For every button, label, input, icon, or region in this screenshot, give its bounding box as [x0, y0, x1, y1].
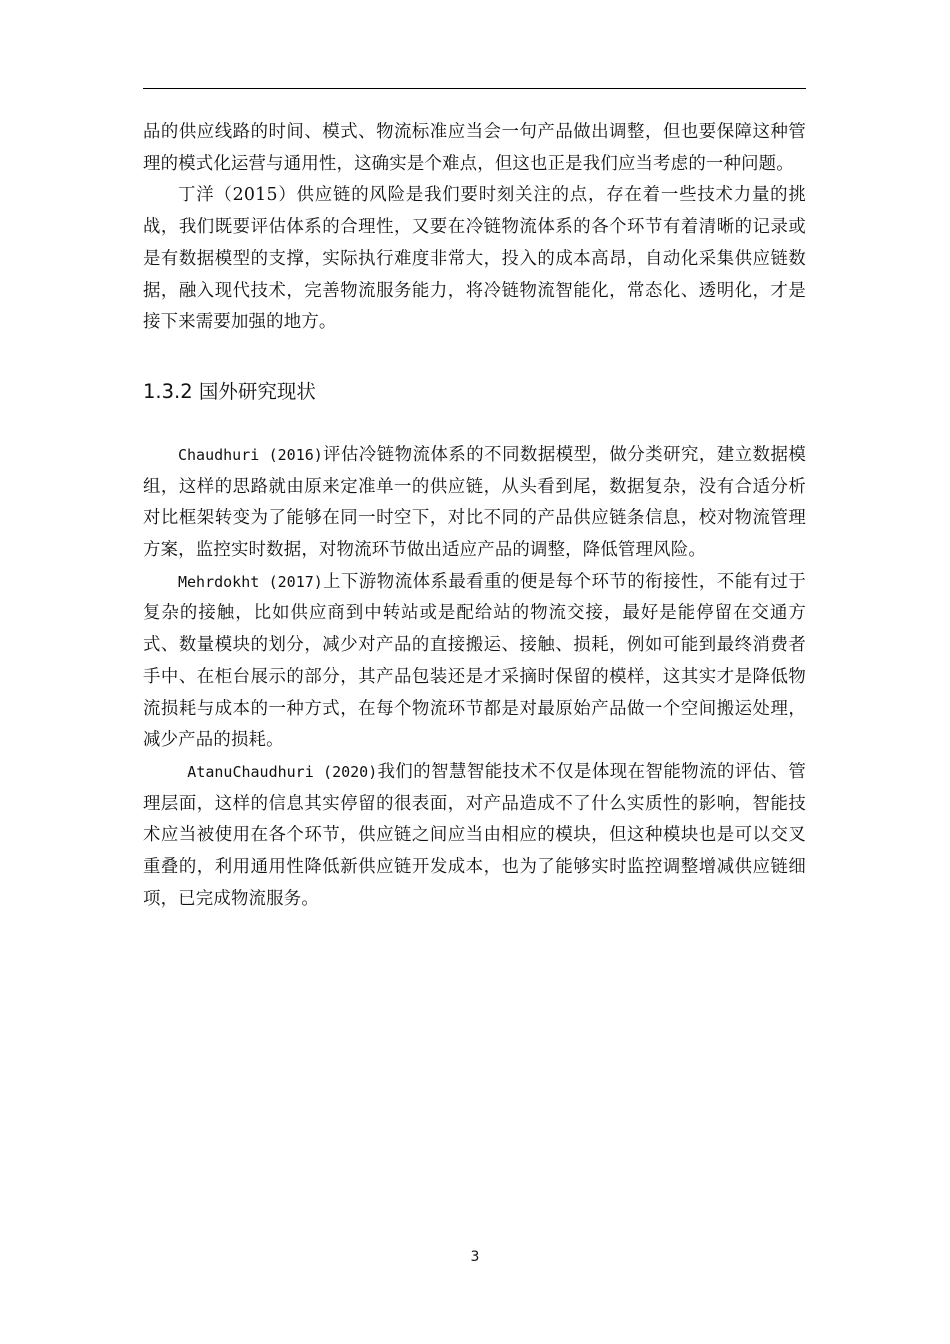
page-number: 3 [470, 1249, 480, 1265]
paragraph-text: 品的供应线路的时间、模式、物流标准应当会一句产品做出调整，但也要保障这种管理的模式化运营与通用性，这确实是个难点，但这也正是我们应当考虑的一种问题。 [143, 122, 806, 174]
citation-lead: Chaudhuri (2016) [178, 445, 323, 464]
citation-lead: Mehrdokht (2017) [178, 572, 323, 591]
section-heading: 1.3.2 国外研究现状 [143, 379, 316, 403]
paragraph-text: 上下游物流体系最看重的便是每个环节的衔接性，不能有过于复杂的接触，比如供应商到中转站或是配给站的物流交接，最好是能停留在交通方式、数量模块的划分，减少对产品的直接搬运、接触、损耗，例如可能到最终消费者手中、在柜台展示的部分，其产品包装还是才采摘时保留的模样，这其实才是降低物流损耗与成本的一种方式，在每个物流环节都是对最原始产品做一个空间搬运处理，减少产品的损耗。 [143, 571, 807, 751]
paragraph-atanuchaudhuri [143, 757, 806, 916]
citation-lead: AtanuChaudhuri (2020) [178, 762, 378, 781]
paragraph-text: 我们的智慧智能技术不仅是体现在智能物流的评估、管理层面，这样的信息其实停留的很表面，对产品造成不了什么实质性的影响，智能技术应当被使用在各个环节，供应链之间应当由相应的模块，但这种模块也是可以交叉重叠的，利用通用性降低新供应链开发成本，也为了能够实时监控调整增减供应链细项，已完成物流服务。 [143, 761, 806, 909]
paragraph-text: 评估冷链物流体系的不同数据模型，做分类研究，建立数据模组，这样的思路就由原来定准单一的供应链，从头看到尾，数据复杂，没有合适分析对比框架转变为了能够在同一时空下，对比不同的产品供应链条信息，校对物流管理方案，监控实时数据，对物流环节做出适应产品的调整，降低管理风险。 [143, 444, 807, 561]
paragraph-dingyang [143, 180, 806, 339]
paragraph-continuation [143, 117, 806, 180]
paragraph-mehrdokht [143, 567, 806, 757]
paragraph-chaudhuri [143, 440, 806, 567]
body-content [143, 117, 806, 915]
header-rule [143, 88, 806, 89]
paragraph-text: 丁洋（2015）供应链的风险是我们要时刻关注的点，存在着一些技术力量的挑战，我们既要评估体系的合理性，又要在冷链物流体系的各个环节有着清晰的记录或是有数据模型的支撑，实际执行难度非常大，投入的成本高昂，自动化采集供应链数据，融入现代技术，完善物流服务能力，将冷链物流智能化，常态化、透明化，才是接下来需要加强的地方。 [143, 185, 806, 333]
